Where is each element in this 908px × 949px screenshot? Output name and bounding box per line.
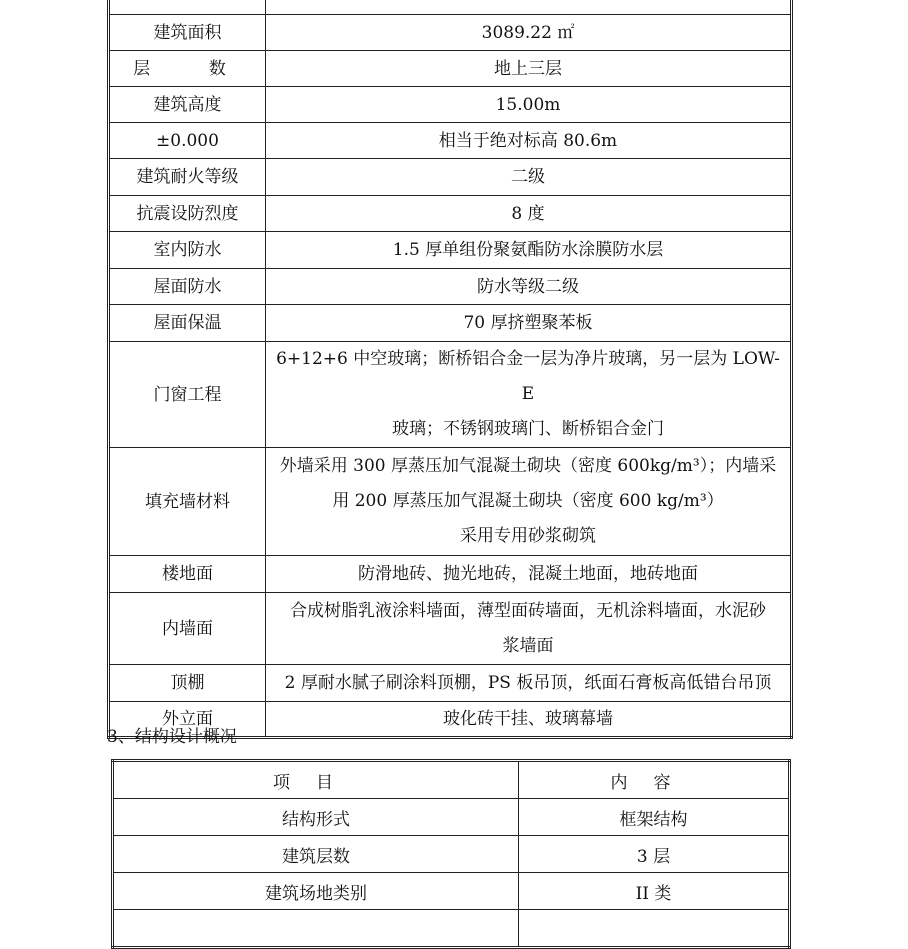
- row-label-doors-windows: 门窗工程: [109, 342, 266, 448]
- row-value-ceiling: 2 厚耐水腻子刷涂料顶棚，PS 板吊顶，纸面石膏板高低错台吊顶: [266, 665, 792, 702]
- table-row: [113, 836, 790, 873]
- row-content: 3 层: [519, 836, 790, 873]
- row-value-interior-wall: [266, 593, 792, 665]
- table-row: [109, 448, 792, 556]
- row-value-roof-insulation: 70 厚挤塑聚苯板: [266, 305, 792, 342]
- table-row: [109, 556, 792, 593]
- section-heading: 3、结构设计概况: [107, 727, 237, 747]
- table-row: [109, 0, 792, 15]
- row-value-height: 15.00m: [266, 87, 792, 123]
- row-value-floor: 防滑地砖、抛光地砖，混凝土地面，地砖地面: [266, 556, 792, 593]
- row-value-floors: 地上三层: [266, 51, 792, 87]
- row-label-facade: 外立面: [109, 702, 266, 738]
- value-line: 6+12+6 中空玻璃；断桥铝合金一层为净片玻璃，另一层为 LOW-E: [276, 349, 780, 404]
- header-item: 项目: [113, 761, 519, 799]
- header-content: 内容: [519, 761, 790, 799]
- row-label-elevation: ±0.000: [109, 123, 266, 159]
- row-content: II 类: [519, 873, 790, 910]
- row-value-roof-waterproof: 防水等级二级: [266, 269, 792, 305]
- table-row: [109, 232, 792, 269]
- row-label-floors: 层 数: [109, 51, 266, 87]
- row-label-ceiling: 顶棚: [109, 665, 266, 702]
- table-row: [109, 15, 792, 51]
- row-label-floor: 楼地面: [109, 556, 266, 593]
- row-value-fire-rating: 二级: [266, 159, 792, 196]
- table-row: [109, 159, 792, 196]
- row-label-building-area: 建筑面积: [109, 15, 266, 51]
- row-label-roof-insulation: 屋面保温: [109, 305, 266, 342]
- value-line: 合成树脂乳液涂料墙面，薄型面砖墙面，无机涂料墙面，水泥砂: [290, 600, 766, 621]
- row-value-infill-wall: [266, 448, 792, 556]
- table-row: [109, 123, 792, 159]
- row-label-interior-wall: 内墙面: [109, 593, 266, 665]
- value-line: 用 200 厚蒸压加气混凝土砌块（密度 600 kg/m³）: [332, 491, 724, 511]
- row-item: 结构形式: [113, 799, 519, 836]
- row-value-seismic: 8 度: [266, 196, 792, 232]
- value-line: 浆墙面: [502, 635, 554, 656]
- row-label-seismic: 抗震设防烈度: [109, 196, 266, 232]
- row-label-indoor-waterproof: 室内防水: [109, 232, 266, 269]
- row-label: [109, 0, 266, 15]
- row-value-elevation: 相当于绝对标高 80.6m: [266, 123, 792, 159]
- structure-overview-table: [111, 759, 791, 949]
- row-label-height: 建筑高度: [109, 87, 266, 123]
- row-content: [519, 910, 790, 948]
- value-line: 玻璃；不锈钢玻璃门、断桥铝合金门: [392, 419, 664, 439]
- table-row: [109, 196, 792, 232]
- row-value-facade: 玻化砖干挂、玻璃幕墙: [266, 702, 792, 738]
- table-row: [113, 873, 790, 910]
- value-line: 外墙采用 300 厚蒸压加气混凝土砌块（密度 600kg/m³）；内墙采: [279, 456, 777, 476]
- row-item: [113, 910, 519, 948]
- table-row: [113, 799, 790, 836]
- table-header-row: [113, 761, 790, 799]
- value-line: 采用专用砂浆砌筑: [460, 526, 596, 546]
- row-item: 建筑场地类别: [113, 873, 519, 910]
- table-row: [109, 305, 792, 342]
- row-label-infill-wall: 填充墙材料: [109, 448, 266, 556]
- row-label-roof-waterproof: 屋面防水: [109, 269, 266, 305]
- row-value-indoor-waterproof: 1.5 厚单组份聚氨酯防水涂膜防水层: [266, 232, 792, 269]
- row-content: 框架结构: [519, 799, 790, 836]
- table-row: [109, 269, 792, 305]
- row-label-fire-rating: 建筑耐火等级: [109, 159, 266, 196]
- row-value-doors-windows: [266, 342, 792, 448]
- table-row: [109, 51, 792, 87]
- building-overview-table: [107, 0, 793, 739]
- table-row: [113, 910, 790, 948]
- row-value: [266, 0, 792, 15]
- table-row: [109, 87, 792, 123]
- table-row: [109, 342, 792, 448]
- table-row: [109, 593, 792, 665]
- table-row: [109, 665, 792, 702]
- row-item: 建筑层数: [113, 836, 519, 873]
- row-value-building-area: 3089.22 ㎡: [266, 15, 792, 51]
